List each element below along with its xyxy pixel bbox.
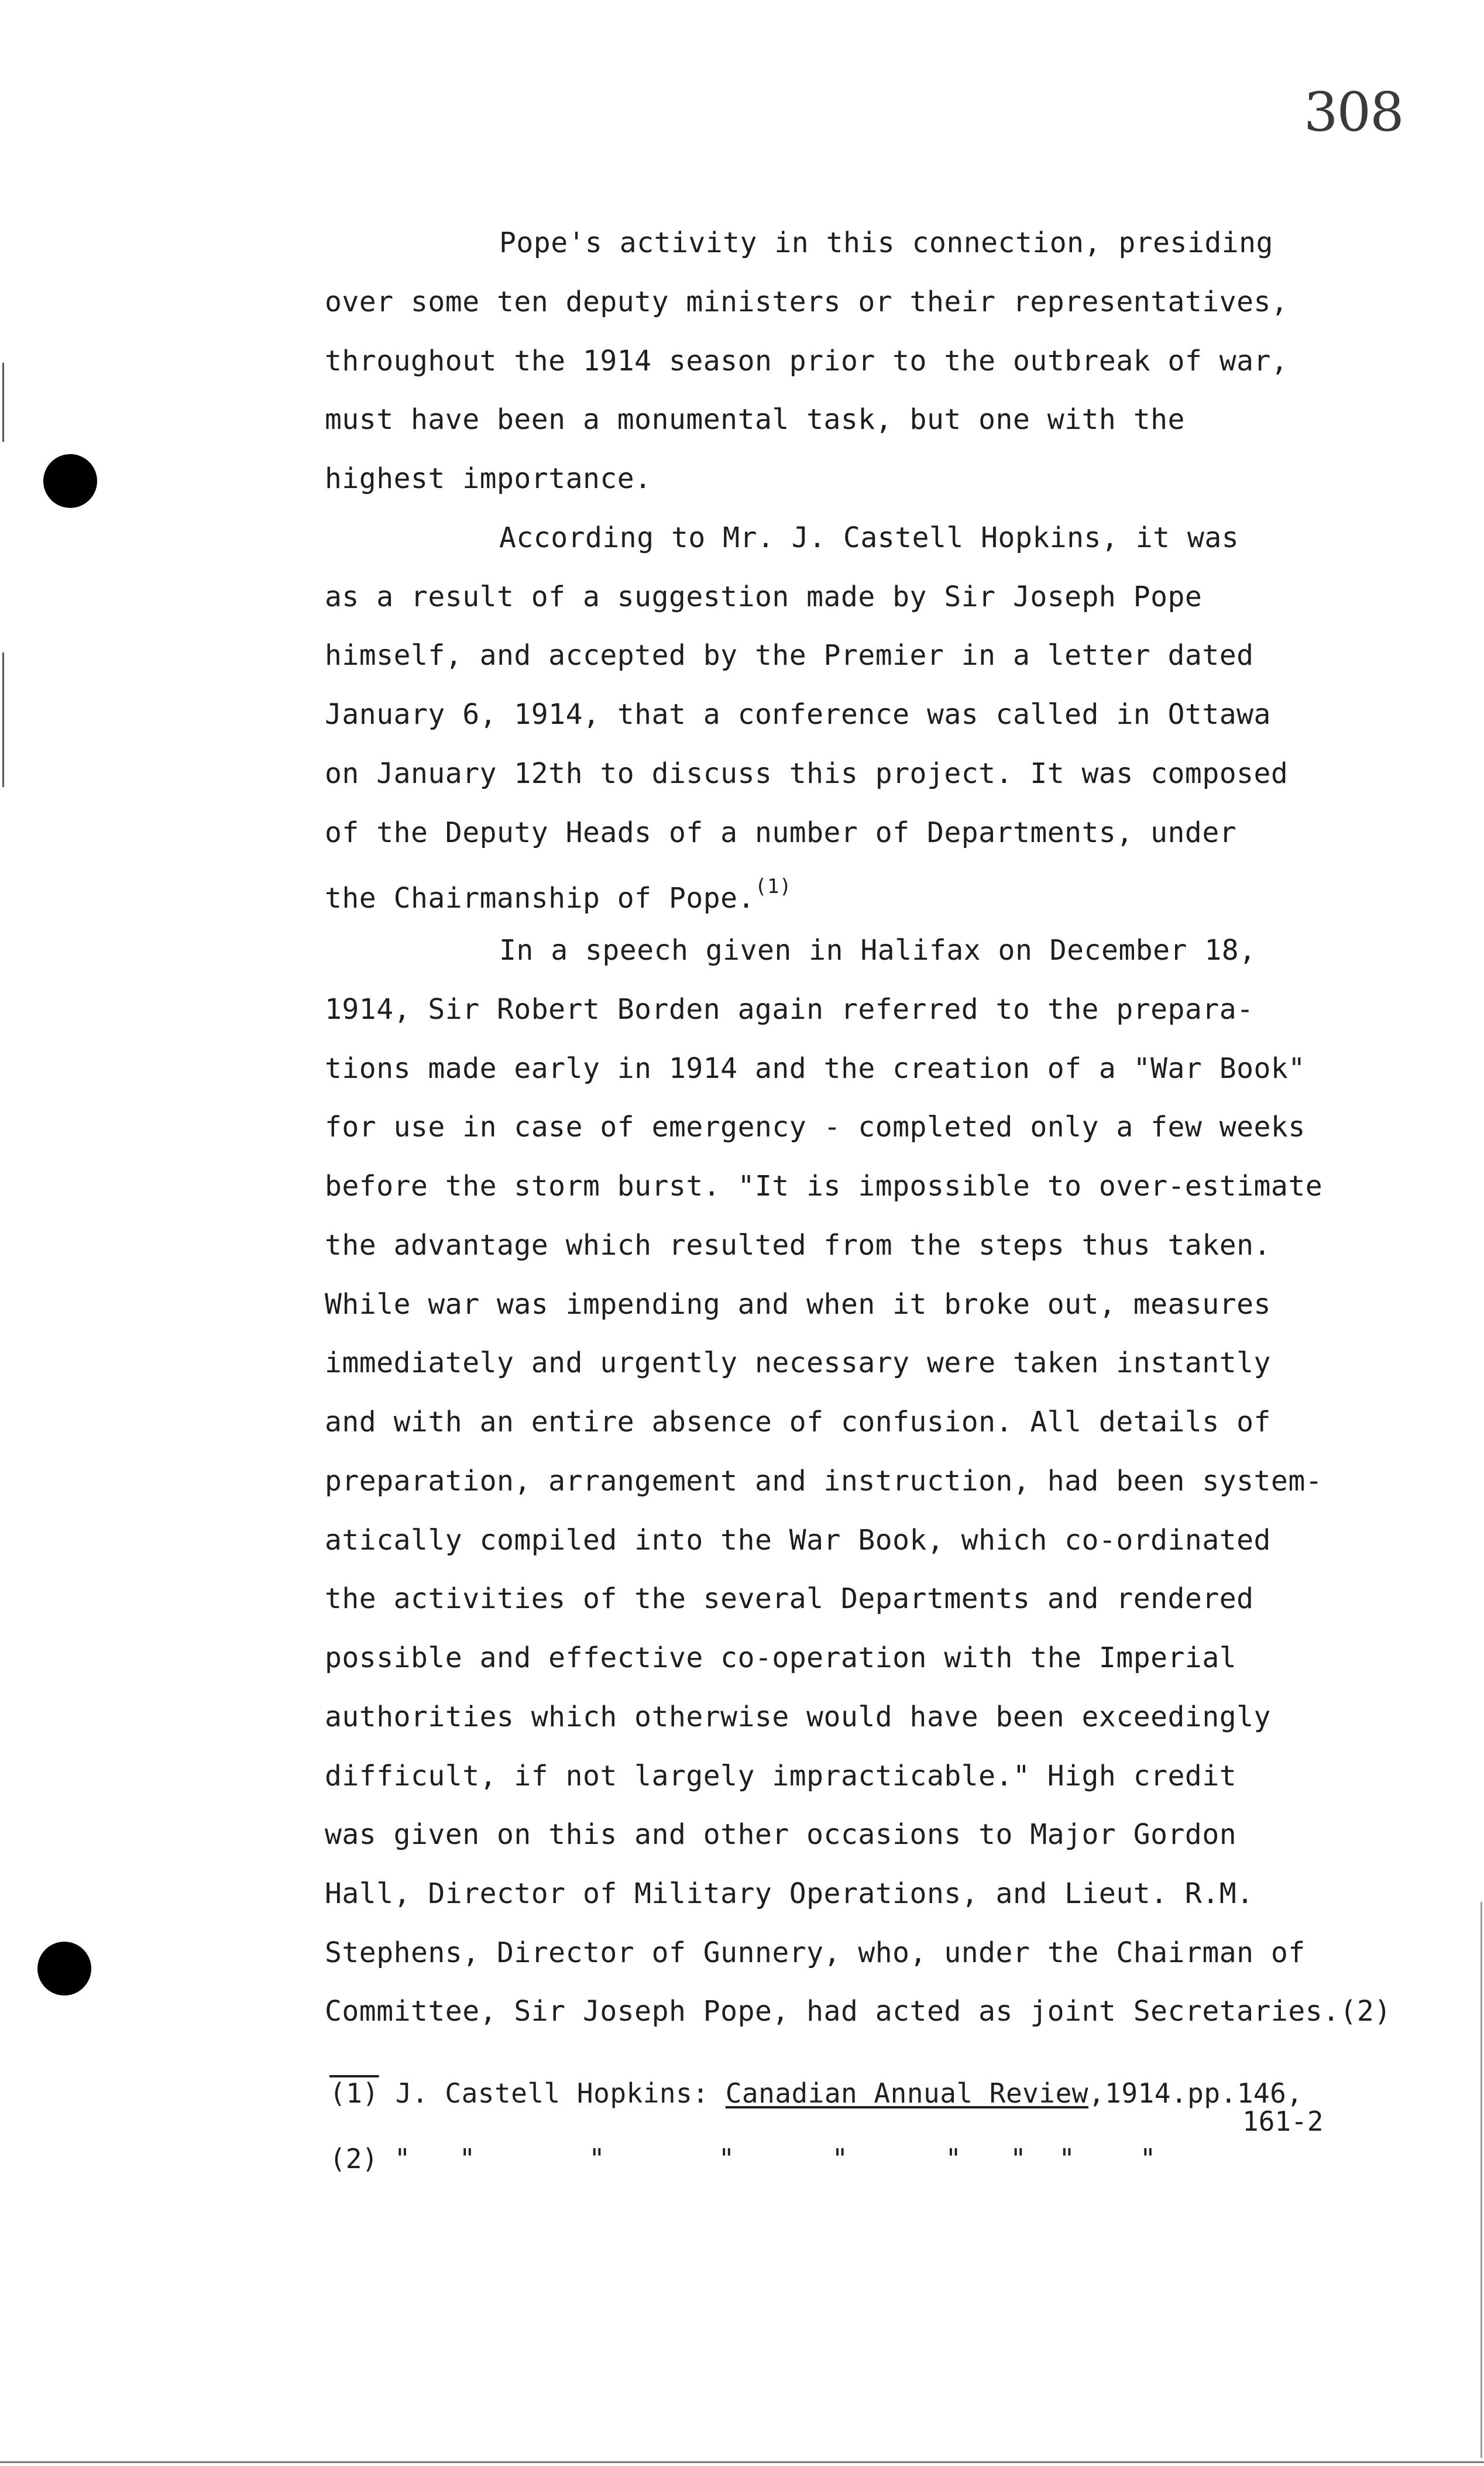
text-line-content: the Chairmanship of Pope. (325, 882, 755, 915)
text-line: Committee, Sir Joseph Pope, had acted as joint Secretaries.(2) (325, 1995, 1392, 2028)
text-line: on January 12th to discuss this project. It was composed (325, 757, 1289, 790)
footnote-1-pages: ,1914.pp.146, (1088, 2077, 1303, 2109)
text-line: the advantage which resulted from the steps thus taken. (325, 1229, 1271, 1262)
footnote-1 (329, 2076, 1303, 2110)
footnote-1-author: J. Castell Hopkins: (379, 2077, 726, 2109)
page-number: 308 (1304, 81, 1403, 143)
text-line: While war was impending and when it broke out, measures (325, 1288, 1271, 1321)
text-line: tions made early in 1914 and the creation of a "War Book" (325, 1052, 1306, 1085)
text-line: before the storm burst. "It is impossible to over-estimate (325, 1170, 1323, 1203)
text-line: Pope's activity in this connection, presiding (499, 226, 1273, 259)
bottom-edge (0, 2461, 1484, 2463)
text-line: Stephens, Director of Gunnery, who, under the Chairman of (325, 1936, 1306, 1969)
footnote-2-ditto-marks: " " " " " " " " " (394, 2143, 1156, 2175)
text-line: for use in case of emergency - completed only a few weeks (325, 1111, 1306, 1143)
left-edge-mark (2, 363, 4, 442)
footnote-1-pages-continued: 161-2 (1242, 2106, 1324, 2137)
text-line: Hall, Director of Military Operations, and Lieut. R.M. (325, 1877, 1254, 1910)
text-line: highest importance. (325, 462, 652, 495)
text-line: and with an entire absence of confusion. All details of (325, 1406, 1271, 1438)
footnote-marker: (1) (754, 875, 792, 898)
text-line: atically compiled into the War Book, which co-ordinated (325, 1524, 1271, 1557)
text-line: possible and effective co-operation with the Imperial (325, 1641, 1237, 1674)
left-edge-mark (2, 652, 4, 787)
footnote-1-title: Canadian Annual Review (725, 2077, 1088, 2109)
text-line: throughout the 1914 season prior to the outbreak of war, (325, 345, 1289, 377)
text-line: himself, and accepted by the Premier in a letter dated (325, 639, 1254, 672)
text-line: as a result of a suggestion made by Sir Joseph Pope (325, 581, 1203, 613)
footnote-2-ref: (2) (329, 2143, 379, 2175)
text-line (325, 874, 792, 916)
footnote-2 (329, 2142, 1156, 2176)
text-line: the activities of the several Departments and rendered (325, 1582, 1254, 1615)
text-line: January 6, 1914, that a conference was called in Ottawa (325, 698, 1271, 731)
text-line: of the Deputy Heads of a number of Departments, under (325, 816, 1237, 849)
text-line: authorities which otherwise would have been exceedingly (325, 1701, 1271, 1733)
text-line: immediately and urgently necessary were taken instantly (325, 1347, 1271, 1379)
text-line: over some ten deputy ministers or their representatives, (325, 286, 1289, 318)
text-line: In a speech given in Halifax on December 18, (499, 934, 1256, 967)
text-line: preparation, arrangement and instruction, had been system- (325, 1465, 1323, 1498)
text-line: 1914, Sir Robert Borden again referred to the prepara- (325, 993, 1254, 1026)
text-line: According to Mr. J. Castell Hopkins, it was (499, 521, 1239, 554)
punch-hole-bottom (37, 1942, 91, 1996)
punch-hole-top (43, 454, 97, 508)
footnote-1-ref: (1) (329, 2077, 379, 2109)
text-line: must have been a monumental task, but one with the (325, 403, 1185, 436)
text-line: was given on this and other occasions to Major Gordon (325, 1818, 1237, 1851)
text-line: difficult, if not largely impracticable." High credit (325, 1760, 1237, 1792)
right-edge-mark (1480, 1902, 1482, 2458)
